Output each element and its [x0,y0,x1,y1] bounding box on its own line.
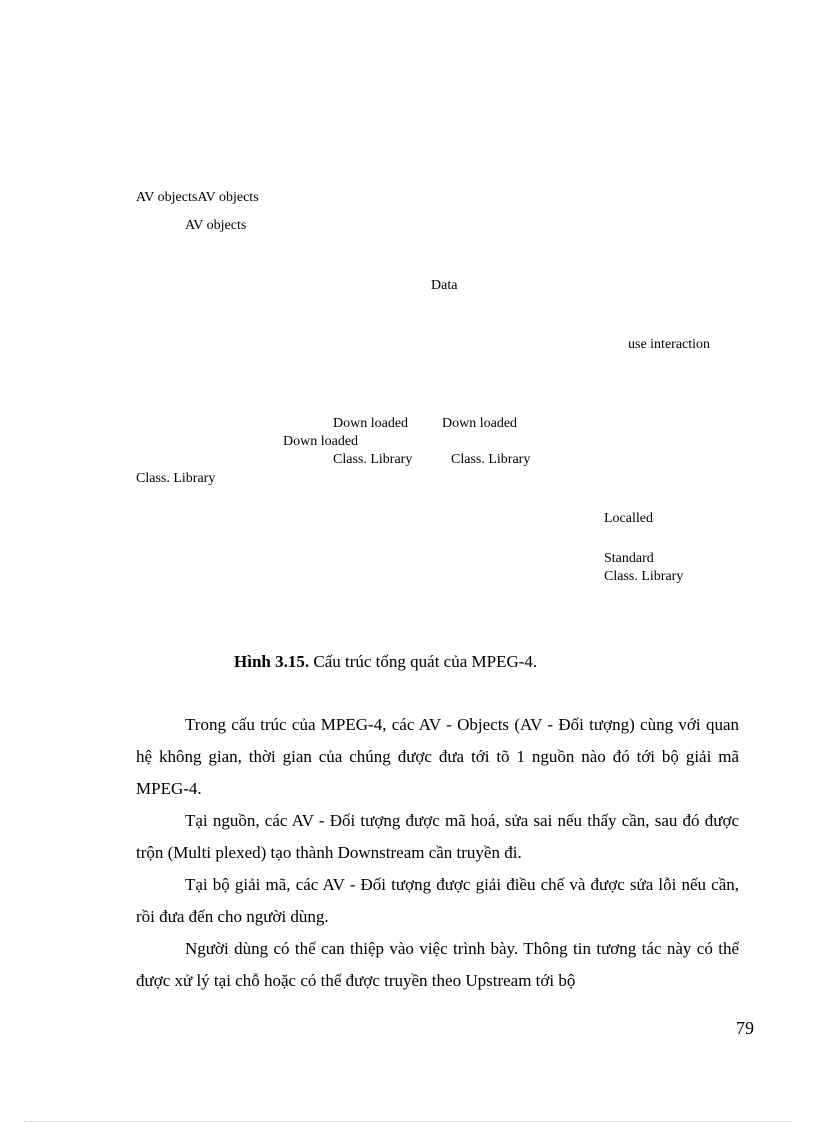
diagram-label-localled: Localled [604,511,653,526]
paragraph: Trong cấu trúc của MPEG-4, các AV - Objects (AV - Đối tượng) cùng với quan hệ không gian, thời gian của chúng được đưa tới tõ 1 nguồn nào đó tới bộ giải mã MPEG-4. [136,715,739,798]
diagram-label-downloaded-2: Down loaded [442,416,518,431]
diagram-label-data: Data [431,278,458,293]
diagram-label-class-library-4: Class. Library [604,569,684,584]
body-text [136,709,739,997]
diagram-label-downloaded-3: Down loaded [283,434,359,449]
figure-caption-label: Hình 3.15. [234,652,310,671]
diagram-label-use-interaction: use interaction [628,337,711,352]
figure-caption [234,651,537,673]
diagram-label-class-library-2: Class. Library [451,452,531,467]
diagram-label-downloaded-1: Down loaded [333,416,409,431]
diagram-label-av-objects: AV objects [185,218,247,233]
figure-caption-text: Cấu trúc tổng quát của MPEG-4. [309,652,538,671]
page-number: 79 [736,1018,754,1038]
diagram-label-class-library-3: Class. Library [136,471,216,486]
paragraph: Tại bộ giải mã, các AV - Đối tượng được giải điều chế và được sửa lỗi nếu cần, rồi đưa đến cho người dùng. [136,875,739,926]
page-bottom-rule [24,1121,792,1122]
diagram-label-standard: Standard [604,551,654,566]
diagram-label-class-library-1: Class. Library [333,452,413,467]
paragraph: Người dùng có thể can thiệp vào việc trình bày. Thông tin tương tác này có thể được xử lý tại chỗ hoặc có thể được truyền theo Upstream tới bộ [136,939,739,990]
diagram-label-av-objects-pair: AV objectsAV objects [136,190,259,205]
paragraph: Tại nguồn, các AV - Đối tượng được mã hoá, sửa sai nếu thấy cần, sau đó được trộn (Multi plexed) tạo thành Downstream cần truyền đi. [136,811,739,862]
